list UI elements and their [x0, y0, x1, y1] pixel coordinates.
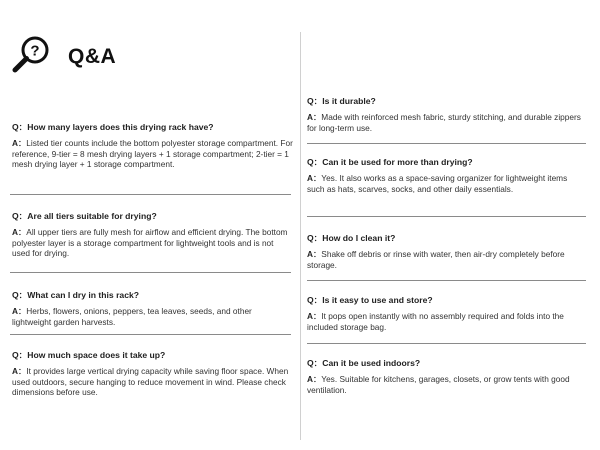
separator [307, 343, 586, 344]
qa-item [307, 96, 587, 133]
qa-item [12, 122, 293, 170]
qa-item [307, 233, 587, 270]
answer: A：Herbs, flowers, onions, peppers, tea leaves, seeds, and other lightweight garden harvests. [12, 306, 252, 327]
answer: A：Made with reinforced mesh fabric, sturdy stitching, and durable zippers for long-term use. [307, 112, 581, 133]
column-divider [300, 32, 301, 440]
question: Q：What can I dry in this rack? [12, 290, 140, 300]
answer: A：It pops open instantly with no assembly required and folds into the included storage bag. [307, 311, 564, 332]
qa-item [12, 290, 293, 327]
header [10, 34, 116, 74]
question: Q：Are all tiers suitable for drying? [12, 211, 157, 221]
separator [10, 272, 291, 273]
question-magnifier-icon [10, 33, 52, 75]
question: Q：Can it be used for more than drying? [307, 157, 473, 167]
question: Q：How much space does it take up? [12, 350, 166, 360]
qa-item [12, 211, 293, 259]
page-title: Q&A [68, 45, 117, 68]
qa-item [307, 295, 587, 332]
svg-text:?: ? [30, 42, 40, 60]
question: Q：Is it durable? [307, 96, 376, 106]
separator [307, 143, 586, 144]
separator [10, 194, 291, 195]
separator [307, 280, 586, 281]
answer: A：Listed tier counts include the bottom polyester storage compartment. For reference, 9-tier = 8 mesh drying layers + 1 storage compartment; 2-tier = 1 mesh drying layer + 1 storage compartment. [12, 138, 293, 170]
question: Q：Is it easy to use and store? [307, 295, 433, 305]
answer: A：All upper tiers are fully mesh for airflow and efficient drying. The bottom polyester layer is a storage compartment for lightweight tools and is not used for drying. [12, 227, 288, 259]
question: Q：Can it be used indoors? [307, 358, 421, 368]
answer: A：Yes. It also works as a space-saving organizer for lightweight items such as hats, scarves, socks, and other daily essentials. [307, 173, 568, 194]
qa-item [12, 350, 293, 398]
separator [307, 216, 586, 217]
question: Q：How many layers does this drying rack have? [12, 122, 214, 132]
answer: A：Yes. Suitable for kitchens, garages, closets, or grow tents with good ventilation. [307, 374, 570, 395]
question: Q：How do I clean it? [307, 233, 396, 243]
qa-item [307, 157, 587, 194]
qa-item [307, 358, 587, 395]
separator [10, 334, 291, 335]
answer: A：It provides large vertical drying capacity while saving floor space. When used outdoors, secure hanging to reduce movement in wind. Please check dimensions before use. [12, 366, 289, 398]
answer: A：Shake off debris or rinse with water, then air-dry completely before storage. [307, 249, 565, 270]
